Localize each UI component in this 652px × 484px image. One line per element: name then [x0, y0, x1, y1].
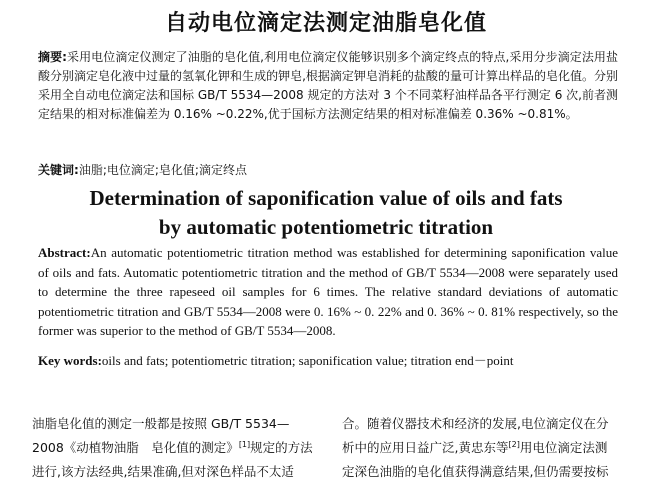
body-right-line	[342, 436, 642, 460]
english-keywords	[38, 352, 628, 370]
body-left-line: 油脂皂化值的测定一般都是按照 GB/T 5534—	[32, 416, 290, 431]
body-right-line2-end: 用电位滴定法测	[519, 440, 608, 455]
chinese-title: 自动电位滴定法测定油脂皂化值	[164, 11, 487, 36]
body-column-right	[342, 412, 642, 484]
body-right-line: 定深色油脂的皂化值获得满意结果,但仍需要按标	[342, 464, 609, 479]
english-title-line2: by automatic potentiometric titration	[158, 215, 494, 239]
body-left-line	[32, 436, 318, 460]
english-keywords-text: oils and fats; potentiometric titration; saponification value; titration end－point	[101, 353, 514, 368]
body-right-line: 合。随着仪器技术和经济的发展,电位滴定仪在分	[342, 416, 609, 431]
english-abstract-label: Abstract:	[38, 245, 91, 260]
citation-ref: [2]	[508, 439, 520, 449]
chinese-abstract-text: 采用电位滴定仪测定了油脂的皂化值,利用电位滴定仪能够识别多个滴定终点的特点,采用分步滴定法用盐酸分别滴定皂化液中过量的氢氧化钾和生成的钾皂,根据滴定钾皂消耗的盐酸的量可计算出样品的皂化值。分别采用全自动电位滴定法和国标 GB/T 5534—2008 规定的方法对 3 个不同菜籽油样品各平行测定 6 次,前者测定结果的相对标准偏差为 0.16% ~0.22%,优于国标方法测定结果的相对标准偏差 0.36% ~0.81%。	[38, 50, 618, 121]
english-abstract	[38, 243, 618, 341]
english-keywords-label: Key words:	[38, 353, 102, 368]
body-right-line2-start: 析中的应用日益广泛,黄忠东等	[342, 440, 509, 455]
english-title	[0, 184, 652, 242]
english-title-line1: Determination of saponification value of oils and fats	[89, 186, 563, 210]
body-left-line2-start: 2008《动植物油脂 皂化值的测定》	[32, 440, 239, 455]
body-column-left	[32, 412, 318, 484]
chinese-keywords-label: 关键词:	[38, 163, 79, 177]
body-left-line: 进行,该方法经典,结果准确,但对深色样品不太适	[32, 464, 294, 479]
chinese-keywords-text: 油脂;电位滴定;皂化值;滴定终点	[78, 163, 247, 177]
chinese-keywords	[38, 161, 618, 179]
body-left-line2-end: 规定的方法	[250, 440, 313, 455]
chinese-abstract-label: 摘要:	[38, 50, 67, 64]
chinese-abstract	[38, 48, 618, 124]
citation-ref: [1]	[238, 439, 251, 449]
english-abstract-text: An automatic potentiometric titration method was established for determining saponification value of oils and fats. Automatic potentiometric titration and the method of GB/T 5534—2008 were separately used to determine the three rapeseed oil samples for 6 times. The relative standard deviations of automatic potentiometric titration and GB/T 5534—2008 were 0. 16% ~ 0. 22% and 0. 36% ~ 0. 81% respectively, so the former was superior to the method of GB/T 5534—2008.	[38, 245, 618, 338]
